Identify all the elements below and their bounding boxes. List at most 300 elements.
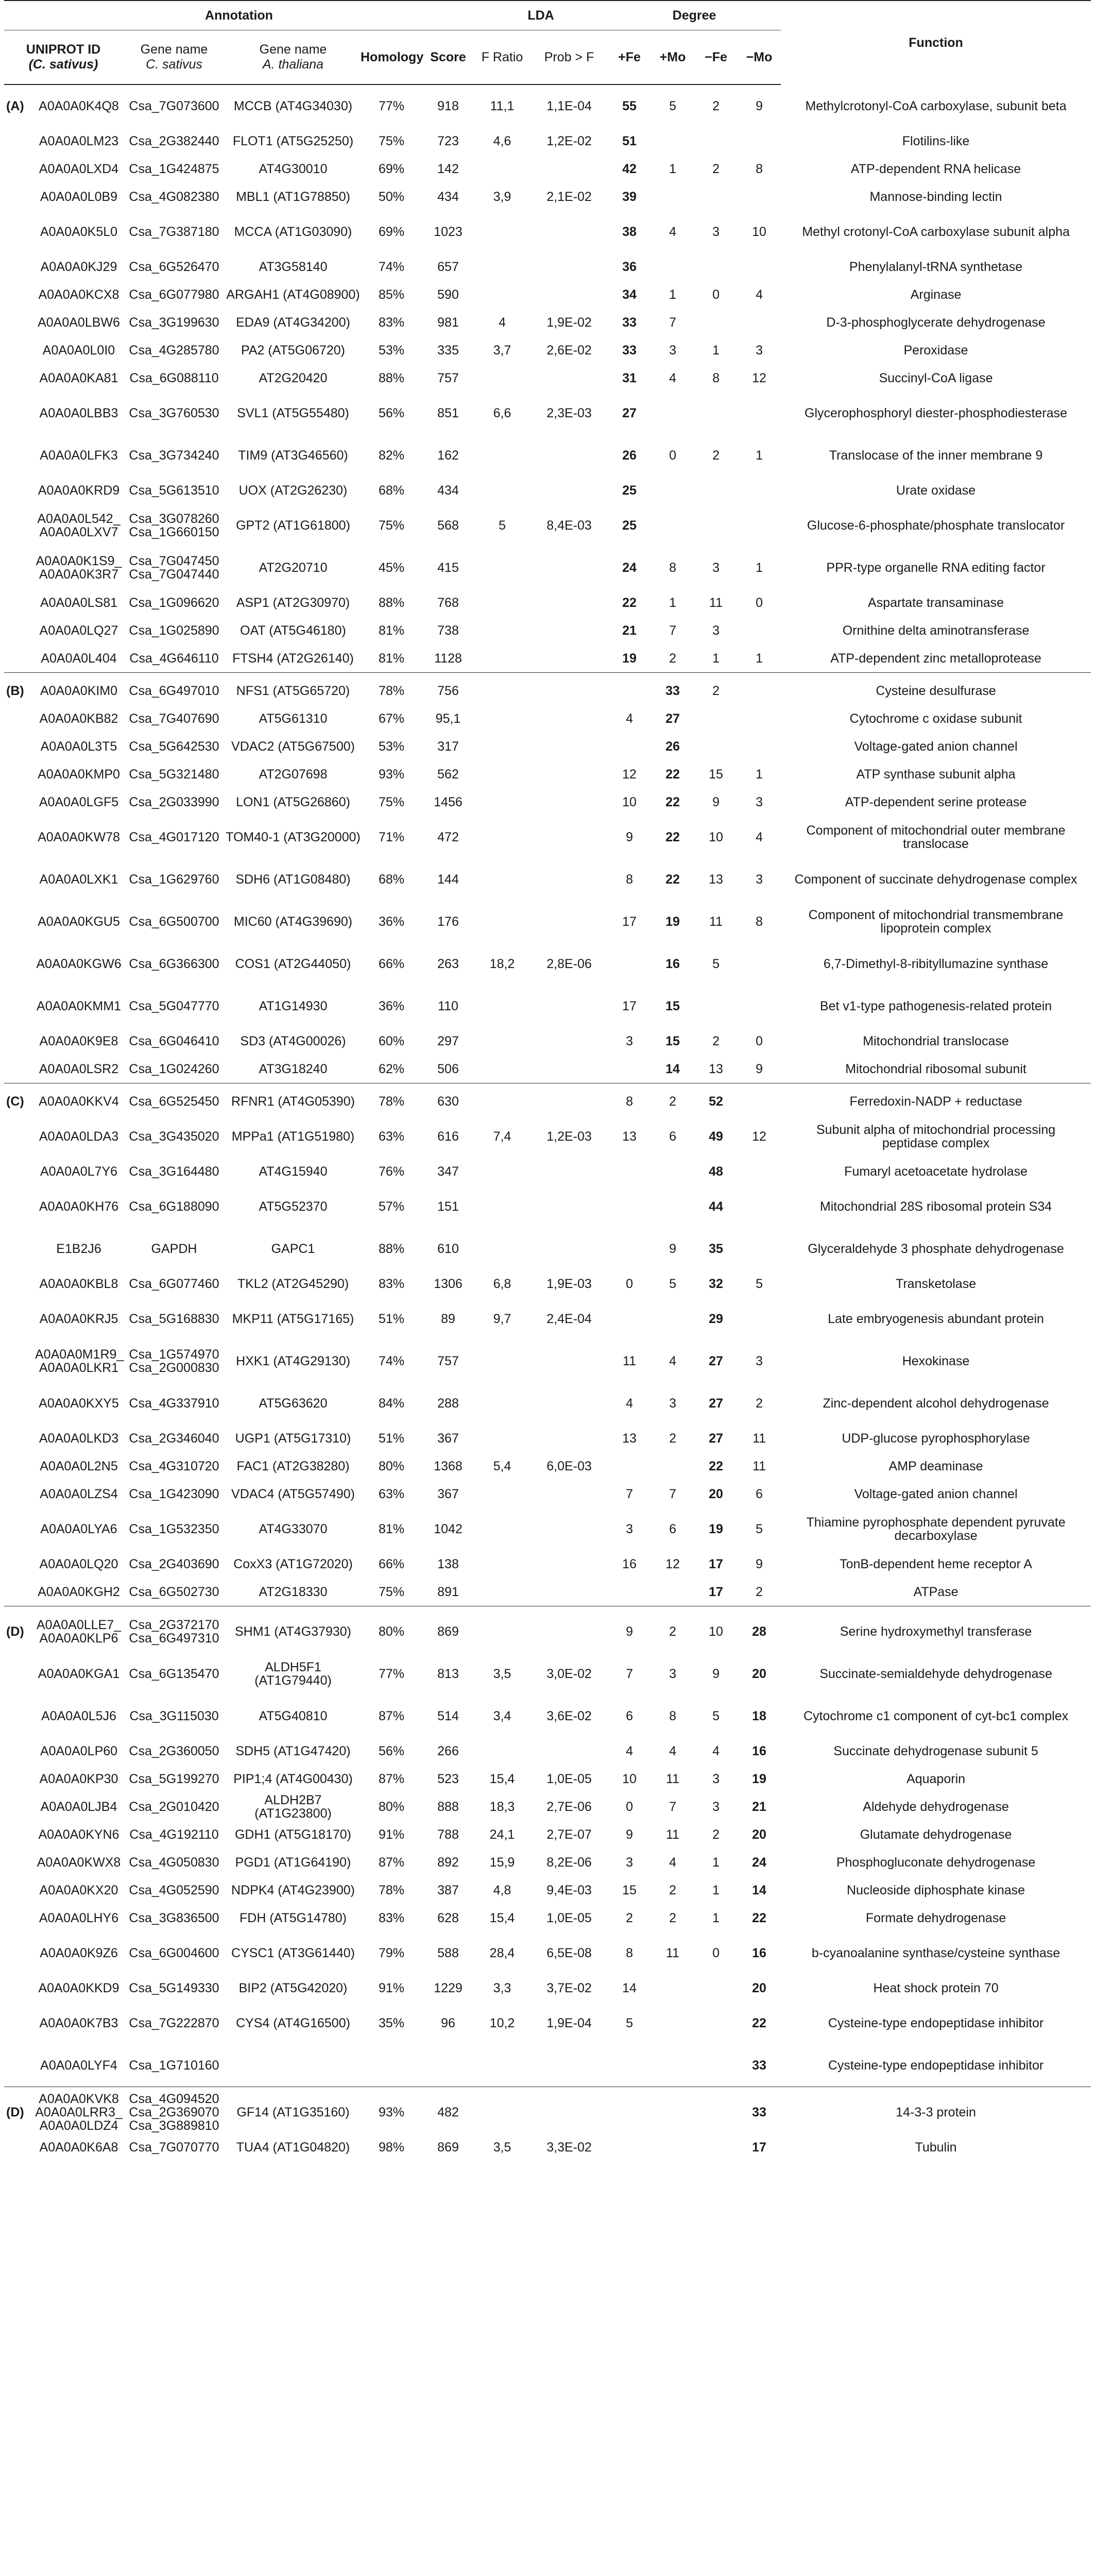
degree-mfe-cell: 11 [709,914,723,929]
uniprot-id-cell: E1B2J6 [56,1242,101,1256]
fratio-cell: 3,3 [493,1981,511,1995]
section-label [4,1653,35,1695]
degree-group-header: Degree [608,1,781,30]
degree-mfe-cell: 2 [712,162,720,176]
degree-mfe-cell: 13 [709,1062,723,1076]
score-cell: 869 [437,2140,459,2155]
degree-pmo-cell [651,253,694,281]
gene-at-cell: AT5G40810 [259,1709,328,1723]
gene-cs-cell: Csa_7G387180 [129,225,219,239]
prob-cell [531,1611,608,1653]
table-row [4,677,1091,705]
uniprot-id-cell: A0A0A0LHY6 [39,1911,119,1925]
section-label [4,1737,35,1765]
table-header [4,1,1091,84]
degree-mmo-cell [738,309,781,336]
degree-mmo-cell: 3 [756,795,763,809]
degree-mfe-cell [694,392,738,434]
homology-cell: 36% [378,914,405,929]
fratio-cell [474,788,531,816]
uniprot-id-cell: A0A0A0KP30 [39,1772,118,1786]
degree-pmo-cell: 5 [669,1277,676,1291]
homology-cell: 81% [378,623,405,638]
degree-pfe-cell: 19 [622,651,637,666]
degree-mfe-cell: 3 [712,1772,720,1786]
gene-at-cell: GAPC1 [271,1242,315,1256]
prob-cell: 2,3E-03 [546,406,592,420]
uniprot-id-cell: A0A0A0K5L0 [40,225,118,239]
gene-at-cell: BIP2 (AT5G42020) [238,1981,348,1995]
section-label [4,1452,35,1480]
degree-mfe-cell: 3 [712,1800,720,1814]
gene-cs-cell: Csa_4G192110 [129,1827,219,1842]
table-row [4,788,1091,816]
degree-mfe-cell: 20 [709,1487,723,1501]
uniprot-id-cell: A0A0A0LP60 [40,1744,118,1758]
degree-pfe-cell [608,1578,651,1606]
degree-mfe-cell: 9 [712,795,720,809]
degree-pfe-cell [608,1158,651,1185]
score-cell: 981 [437,315,459,330]
degree-mmo-cell: 2 [756,1396,763,1411]
gene-at-cell: ALDH5F1 (AT1G79440) [254,1660,332,1688]
prob-cell [531,1228,608,1270]
gene-at-cell: MIC60 (AT4G39690) [233,914,353,929]
gene-cs-cell: Csa_4G646110 [129,651,219,666]
score-cell: 891 [437,1585,459,1599]
prob-cell [531,901,608,943]
degree-pfe-cell: 9 [626,830,633,844]
prob-cell [531,1088,608,1115]
degree-pmo-cell [651,1185,694,1228]
prob-cell [531,281,608,309]
degree-mfe-cell: 2 [712,99,720,113]
score-cell: 1368 [434,1459,463,1473]
degree-mmo-cell: 4 [756,830,763,844]
table-row [4,1932,1091,1974]
degree-pfe-cell: 38 [622,225,637,239]
table-row [4,760,1091,788]
function-cell: Cysteine desulfurase [876,684,996,698]
gene-at-cell: NFS1 (AT5G65720) [236,684,350,698]
function-cell: Aldehyde dehydrogenase [863,1800,1009,1814]
prob-cell: 2,1E-02 [546,190,592,204]
table-row [4,705,1091,733]
gene-at-cell: PIP1;4 (AT4G00430) [233,1772,353,1786]
fratio-cell [474,2044,531,2087]
table-row [4,1765,1091,1793]
fratio-cell [474,1382,531,1425]
section-divider-cell [4,673,1091,677]
uniprot-id-cell: A0A0A0KWX8 [37,1855,121,1870]
function-cell: Tubulin [915,2140,957,2155]
function-cell: Mannose-binding lectin [869,190,1002,204]
prob-cell: 3,0E-02 [546,1667,592,1681]
score-cell: 610 [437,1242,459,1256]
prob-cell: 3,3E-02 [546,2140,592,2155]
degree-mfe-cell: 8 [712,371,720,385]
section-label [4,1765,35,1793]
uniprot-id-cell: A0A0A0K7B3 [39,2016,118,2030]
gene-cs-header [123,30,226,85]
section-label [4,1904,35,1932]
fratio-cell: 15,4 [489,1772,515,1786]
prob-cell [531,1382,608,1425]
degree-pfe-cell: 8 [626,1946,633,1960]
homology-cell: 56% [378,1744,405,1758]
degree-pmo-cell: 12 [665,1557,680,1571]
homology-cell: 98% [378,2140,405,2155]
function-cell: Component of succinate dehydrogenase complex [794,872,1077,887]
table-row [4,183,1091,211]
table-row [4,211,1091,253]
section-label [4,392,35,434]
fratio-cell [474,677,531,705]
degree-pmo-cell: 4 [669,371,676,385]
table-row [4,1480,1091,1508]
score-cell: 347 [437,1164,459,1179]
uniprot-id-cell: A0A0A0LS81 [40,596,118,610]
score-cell: 1128 [434,651,462,666]
function-cell: ATP synthase subunit alpha [856,767,1016,782]
homology-cell: 67% [378,711,405,726]
gene-cs-cell: Csa_6G500700 [129,914,219,929]
section-divider-cell [4,1606,1091,1611]
fratio-cell: 15,9 [489,1855,515,1870]
degree-pmo-cell: 11 [666,1772,679,1786]
function-cell: Mitochondrial 28S ribosomal protein S34 [819,1199,1052,1214]
gene-at-cell [226,2044,361,2087]
degree-pfe-cell: 2 [626,1911,633,1925]
degree-pfe-cell: 4 [626,1744,633,1758]
degree-mfe-cell: 22 [709,1459,723,1473]
uniprot-id-cell: A0A0A0L5J6 [41,1709,116,1723]
section-divider [4,1083,1091,1088]
homology-cell: 51% [378,1312,405,1326]
gene-at-cell: FLOT1 (AT5G25250) [232,134,354,148]
degree-pfe-cell: 21 [622,623,637,638]
degree-pfe-cell: 17 [622,914,637,929]
degree-mmo-cell [738,127,781,155]
uniprot-id-cell: A0A0A0KMP0 [38,767,120,782]
gene-cs-cell: Csa_1G025890 [129,623,219,638]
degree-mfe-cell [694,183,738,211]
degree-mmo-cell: 20 [752,1667,766,1681]
degree-pmo-cell: 27 [665,711,680,726]
gene-cs-cell: GAPDH [151,1242,197,1256]
function-cell: Aspartate transaminase [868,596,1004,610]
degree-mfe-cell: 19 [709,1522,723,1536]
prob-cell [531,788,608,816]
section-label [4,816,35,858]
homology-cell: 80% [378,1459,405,1473]
degree-pmo-cell: 1 [669,287,676,302]
degree-mfe-cell: 44 [709,1199,723,1214]
fratio-cell: 9,7 [493,1312,511,1326]
degree-pfe-cell: 12 [622,767,637,782]
uniprot-id-cell: A0A0A0K6A8 [39,2140,118,2155]
homology-cell: 53% [378,343,405,358]
prob-cell [531,1340,608,1382]
fratio-cell [474,645,531,673]
degree-pmo-cell [651,1298,694,1340]
function-cell: Glutamate dehydrogenase [860,1827,1012,1842]
score-cell: 335 [437,343,459,358]
degree-mfe-cell: 1 [712,1911,720,1925]
score-cell: 142 [437,162,459,176]
table-row [4,504,1091,547]
homology-cell: 68% [378,872,405,887]
function-cell: Cysteine-type endopeptidase inhibitor [828,2016,1044,2030]
function-cell: Phosphogluconate dehydrogenase [836,1855,1036,1870]
section-label [4,2002,35,2044]
fratio-cell: 18,2 [489,957,515,971]
gene-at-cell: MPPa1 (AT1G51980) [231,1129,355,1144]
table-row [4,1088,1091,1115]
uniprot-id-cell: A0A0A0KGH2 [38,1585,120,1599]
score-cell: 523 [437,1772,459,1786]
homology-cell: 81% [378,1522,405,1536]
fratio-cell: 28,4 [489,1946,515,1960]
uniprot-id-cell: A0A0A0KW78 [38,830,120,844]
uniprot-id-cell: A0A0A0M1R9_ A0A0A0LKR1 [35,1347,124,1375]
degree-mfe-cell: 3 [712,623,720,638]
gene-at-cell: TUA4 (AT1G04820) [236,2140,350,2155]
gene-cs-cell: Csa_1G710160 [129,2058,219,2073]
uniprot-id-cell: A0A0A0K9Z6 [40,1946,118,1960]
function-cell: Glycerophosphoryl diester-phosphodiesterase [805,406,1068,420]
function-cell: Nucleoside diphosphate kinase [847,1883,1025,1897]
degree-pfe-cell: 36 [622,260,637,274]
homology-cell: 87% [378,1709,405,1723]
degree-mmo-cell: 5 [756,1522,763,1536]
fratio-cell [474,1737,531,1765]
section-divider-cell [4,1083,1091,1088]
degree-mmo-cell: 24 [752,1855,766,1870]
gene-cs-cell: Csa_6G004600 [129,1946,219,1960]
section-label [4,1185,35,1228]
degree-mfe-cell [694,2133,738,2161]
gene-cs-cell: Csa_3G078260 Csa_1G660150 [129,512,219,539]
degree-mfe-cell: 27 [709,1354,723,1368]
degree-mfe-cell: 2 [712,448,720,463]
table-row [4,985,1091,1027]
function-cell: 14-3-3 protein [896,2105,976,2120]
gene-at-cell: SDH5 (AT1G47420) [235,1744,351,1758]
function-cell: Subunit alpha of mitochondrial processing peptidase complex [816,1123,1056,1150]
table-row [4,1055,1091,1083]
table-row [4,1158,1091,1185]
gene-at-cell: SD3 (AT4G00026) [240,1034,346,1048]
gene-cs-cell: Csa_5G149330 [129,1981,219,1995]
degree-mmo-cell [738,1298,781,1340]
gene-cs-cell: Csa_4G285780 [129,343,219,358]
fratio-cell [474,733,531,760]
uniprot-id-cell: A0A0A0L3T5 [40,739,117,754]
score-cell: 757 [437,1354,459,1368]
gene-cs-cell: Csa_3G760530 [129,406,219,420]
score-cell: 756 [437,684,459,698]
degree-pmo-cell [651,1158,694,1185]
degree-mfe-cell: 5 [712,957,720,971]
degree-mmo-cell: 11 [752,1459,766,1473]
degree-pfe-cell [608,1298,651,1340]
score-cell: 869 [437,1624,459,1639]
section-label [4,309,35,336]
score-cell: 628 [437,1911,459,1925]
prob-cell [531,2044,608,2087]
fratio-cell [474,1425,531,1452]
uniprot-id-cell: A0A0A0LQ27 [39,623,118,638]
homology-cell: 75% [378,795,405,809]
function-cell: Transketolase [896,1277,977,1291]
gene-cs-cell: Csa_6G526470 [129,260,219,274]
degree-pfe-cell [608,677,651,705]
section-label [4,901,35,943]
degree-pfe-cell: 17 [622,999,637,1013]
function-cell: Phenylalanyl-tRNA synthetase [849,260,1023,274]
degree-pmo-cell: 15 [665,999,680,1013]
prob-cell [531,858,608,901]
degree-pmo-cell: 6 [669,1522,676,1536]
degree-mmo-cell: 11 [752,1431,766,1446]
function-cell: Peroxidase [903,343,968,358]
degree-mmo-cell [738,477,781,504]
prob-cell [531,364,608,392]
gene-at-cell: LON1 (AT5G26860) [236,795,350,809]
gene-cs-cell: Csa_6G046410 [129,1034,219,1048]
homology-header: Homology [361,30,422,85]
degree-mmo-cell [738,392,781,434]
degree-mmo-cell: 28 [752,1624,766,1639]
homology-cell: 62% [378,1062,405,1076]
prob-cell [531,589,608,617]
section-label: (A) [6,99,24,113]
degree-mmo-cell: 10 [752,225,766,239]
degree-pmo-cell: 2 [669,1883,676,1897]
homology-cell: 83% [378,1911,405,1925]
degree-mfe-cell: 5 [712,1709,720,1723]
gene-cs-cell: Csa_7G073600 [129,99,219,113]
fratio-cell: 3,5 [493,1667,511,1681]
prob-cell: 2,7E-06 [546,1800,592,1814]
gene-at-cell: COS1 (AT2G44050) [235,957,351,971]
gene-at-cell: OAT (AT5G46180) [240,623,346,638]
homology-cell: 82% [378,448,405,463]
gene-cs-cell: Csa_5G168830 [129,1312,219,1326]
degree-pmo-cell [651,127,694,155]
fratio-cell [474,1508,531,1550]
prob-cell [531,645,608,673]
homology-cell: 56% [378,406,405,420]
prob-cell [531,434,608,477]
gene-cs-cell: Csa_6G088110 [129,371,219,385]
degree-pfe-cell: 13 [622,1129,637,1144]
gene-cs-cell: Csa_5G613510 [129,483,219,498]
degree-mmo-cell [738,1158,781,1185]
uniprot-id-cell: A0A0A0KCX8 [38,287,119,302]
degree-mmo-cell: 12 [752,371,766,385]
score-cell: 1023 [434,225,463,239]
function-header: Function [781,1,1091,84]
degree-pmo-cell [651,2133,694,2161]
degree-mmo-cell: 21 [752,1800,766,1814]
degree-mmo-cell: 16 [752,1744,766,1758]
degree-mmo-cell: 0 [756,596,763,610]
degree-mmo-cell [738,253,781,281]
function-cell: Succinate dehydrogenase subunit 5 [833,1744,1038,1758]
fratio-cell: 7,4 [493,1129,511,1144]
score-cell: 892 [437,1855,459,1870]
table-row [4,2091,1091,2133]
uniprot-id-cell: A0A0A0LQ20 [39,1557,118,1571]
degree-mfe-cell: 1 [712,343,720,358]
table-row [4,589,1091,617]
gene-cs-header-sub: C. sativus [146,57,202,72]
prob-cell [531,2091,608,2133]
degree-mmo-cell: 22 [752,2016,766,2030]
uniprot-header-sub: (C. sativus) [28,57,98,72]
prob-cell [531,985,608,1027]
prob-cell [531,1158,608,1185]
prob-cell: 2,4E-04 [546,1312,592,1326]
function-cell: Zinc-dependent alcohol dehydrogenase [823,1396,1049,1411]
prob-cell [531,733,608,760]
section-label [4,788,35,816]
prob-cell [531,155,608,183]
homology-cell: 77% [378,99,405,113]
degree-pfe-cell: 7 [626,1667,633,1681]
fratio-cell: 4 [499,315,506,330]
uniprot-id-cell: A0A0A0KRJ5 [39,1312,118,1326]
gene-at-cell: AT5G52370 [259,1199,328,1214]
section-label [4,733,35,760]
gene-at-cell: AT4G15940 [259,1164,328,1179]
degree-mfe-cell: 48 [709,1164,723,1179]
table-row [4,547,1091,589]
gene-cs-cell: Csa_1G424875 [129,162,219,176]
prob-cell [531,677,608,705]
score-cell: 297 [437,1034,459,1048]
table-row [4,1611,1091,1653]
gene-at-header-sub: A. thaliana [262,57,324,72]
degree-pmo-cell: 3 [669,1667,676,1681]
degree-mmo-cell: 17 [752,2140,766,2155]
degree-pfe-cell: 31 [622,371,637,385]
section-divider-cell [4,2087,1091,2092]
uniprot-id-cell: A0A0A0KA81 [39,371,118,385]
section-divider [4,1606,1091,1611]
gene-at-cell: TOM40-1 (AT3G20000) [226,830,361,844]
gene-cs-cell: Csa_2G346040 [129,1431,219,1446]
section-label [4,760,35,788]
table-row [4,1821,1091,1849]
prob-cell: 1,2E-02 [546,134,592,148]
fratio-cell [474,1550,531,1578]
section-label [4,183,35,211]
fratio-cell [474,1340,531,1382]
gene-at-cell: AT2G20420 [259,371,328,385]
score-cell: 788 [437,1827,459,1842]
degree-pfe-cell: 27 [622,406,637,420]
degree-pmo-cell [651,477,694,504]
fratio-cell [474,1158,531,1185]
table-row [4,253,1091,281]
homology-cell: 66% [378,1557,405,1571]
table-row [4,943,1091,985]
degree-mfe-cell: 0 [712,287,720,302]
gene-at-cell: AT2G20710 [259,561,328,575]
